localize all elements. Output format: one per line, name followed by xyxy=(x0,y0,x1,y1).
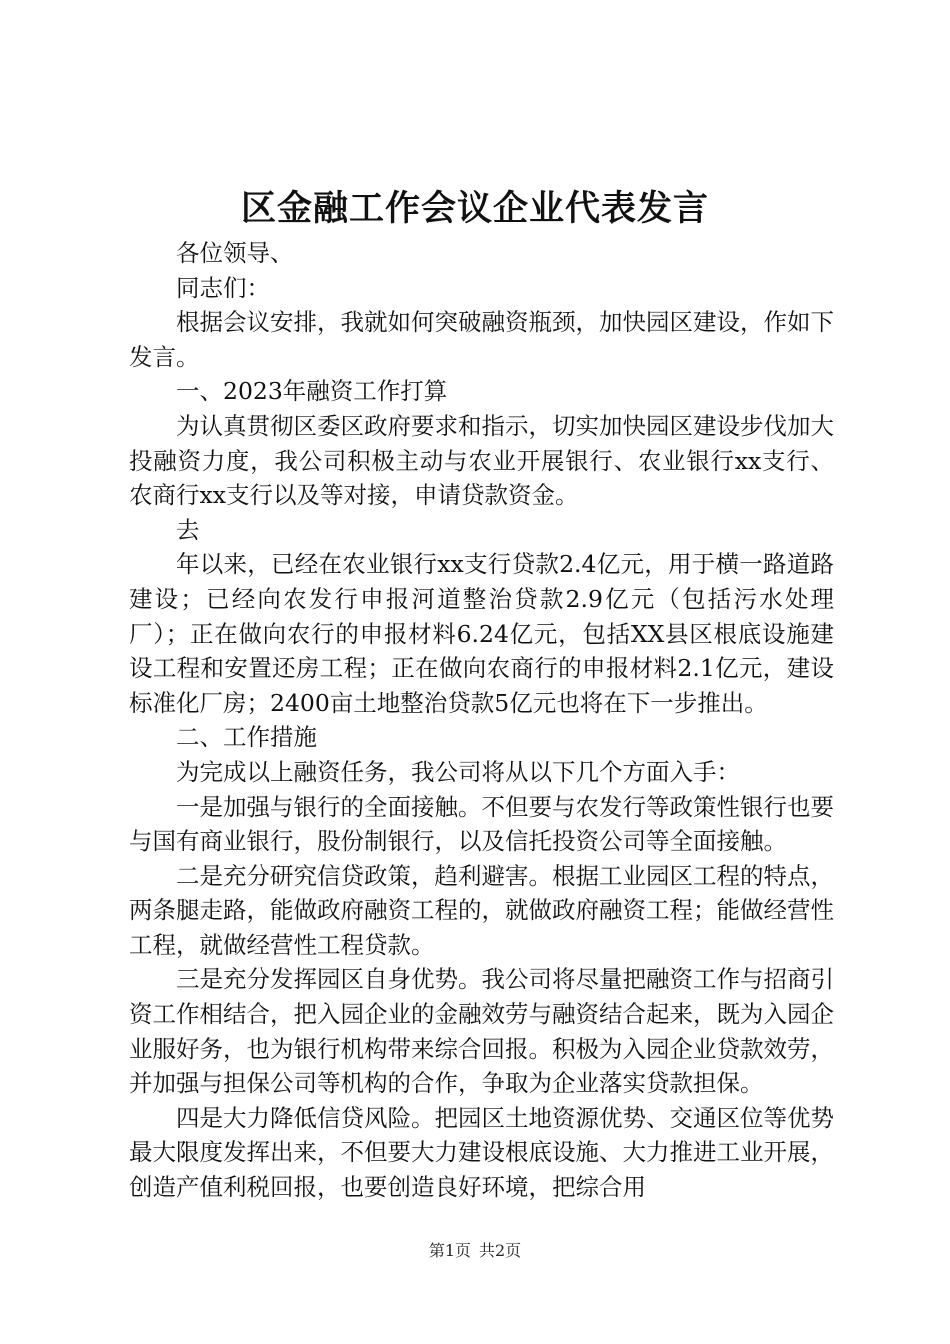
body-paragraph: 去 xyxy=(176,515,200,544)
document-title: 区金融工作会议企业代表发言 xyxy=(240,189,709,229)
section-heading-1: 一、2023年融资工作打算 xyxy=(176,377,448,406)
page-total: 共2页 xyxy=(479,1241,522,1260)
section-heading-2: 二、工作措施 xyxy=(176,723,317,752)
measure-paragraph-1: 一是加强与银行的全面接触。不但要与农发行等政策性银行也要与国有商业银行，股份制银行，以及信托投资公司等全面接触。 xyxy=(129,792,834,856)
salutation-leaders: 各位领导、 xyxy=(176,239,294,267)
document-body xyxy=(129,236,834,1205)
measure-paragraph-3: 三是充分发挥园区自身优势。我公司将尽量把融资工作与招商引资工作相结合，把入园企业的金融效劳与融资结合起来，既为入园企业服好务，也为银行机构带来综合回报。积极为入园企业贷款效劳，并加强与担保公司等机构的合作，争取为企业落实贷款担保。 xyxy=(129,965,834,1098)
page-footer xyxy=(0,1240,950,1262)
intro-paragraph: 根据会议安排，我就如何突破融资瓶颈，加快园区建设，作如下发言。 xyxy=(129,308,834,371)
measure-paragraph-2: 二是充分研究信贷政策，趋利避害。根据工业园区工程的特点，两条腿走路，能做政府融资工程的，就做政府融资工程；能做经营性工程，就做经营性工程贷款。 xyxy=(129,861,834,959)
page-number: 第1页 xyxy=(428,1241,471,1260)
measure-paragraph-4: 四是大力降低信贷风险。把园区土地资源优势、交通区位等优势最大限度发挥出来，不但要大力建设根底设施、大力推进工业开展，创造产值利税回报，也要创造良好环境，把综合用 xyxy=(129,1103,834,1202)
salutation-comrades: 同志们： xyxy=(176,273,270,302)
body-paragraph: 为认真贯彻区委区政府要求和指示，切实加快园区建设步伐加大投融资力度，我公司积极主动与农业开展银行、农业银行xx支行、农商行xx支行以及等对接，申请贷款资金。 xyxy=(129,411,834,510)
body-paragraph: 年以来，已经在农业银行xx支行贷款2.4亿元，用于横一路道路建设；已经向农发行申报河道整治贷款2.9亿元（包括污水处理厂）；正在做向农行的申报材料6.24亿元，包括XX县区根底设施建设工程和安置还房工程；正在做向农商行的申报材料2.1亿元，建设标准化厂房；2400亩土地整治贷款5亿元也将在下一步推出。 xyxy=(129,550,834,717)
body-paragraph: 为完成以上融资任务，我公司将从以下几个方面入手： xyxy=(176,757,740,786)
